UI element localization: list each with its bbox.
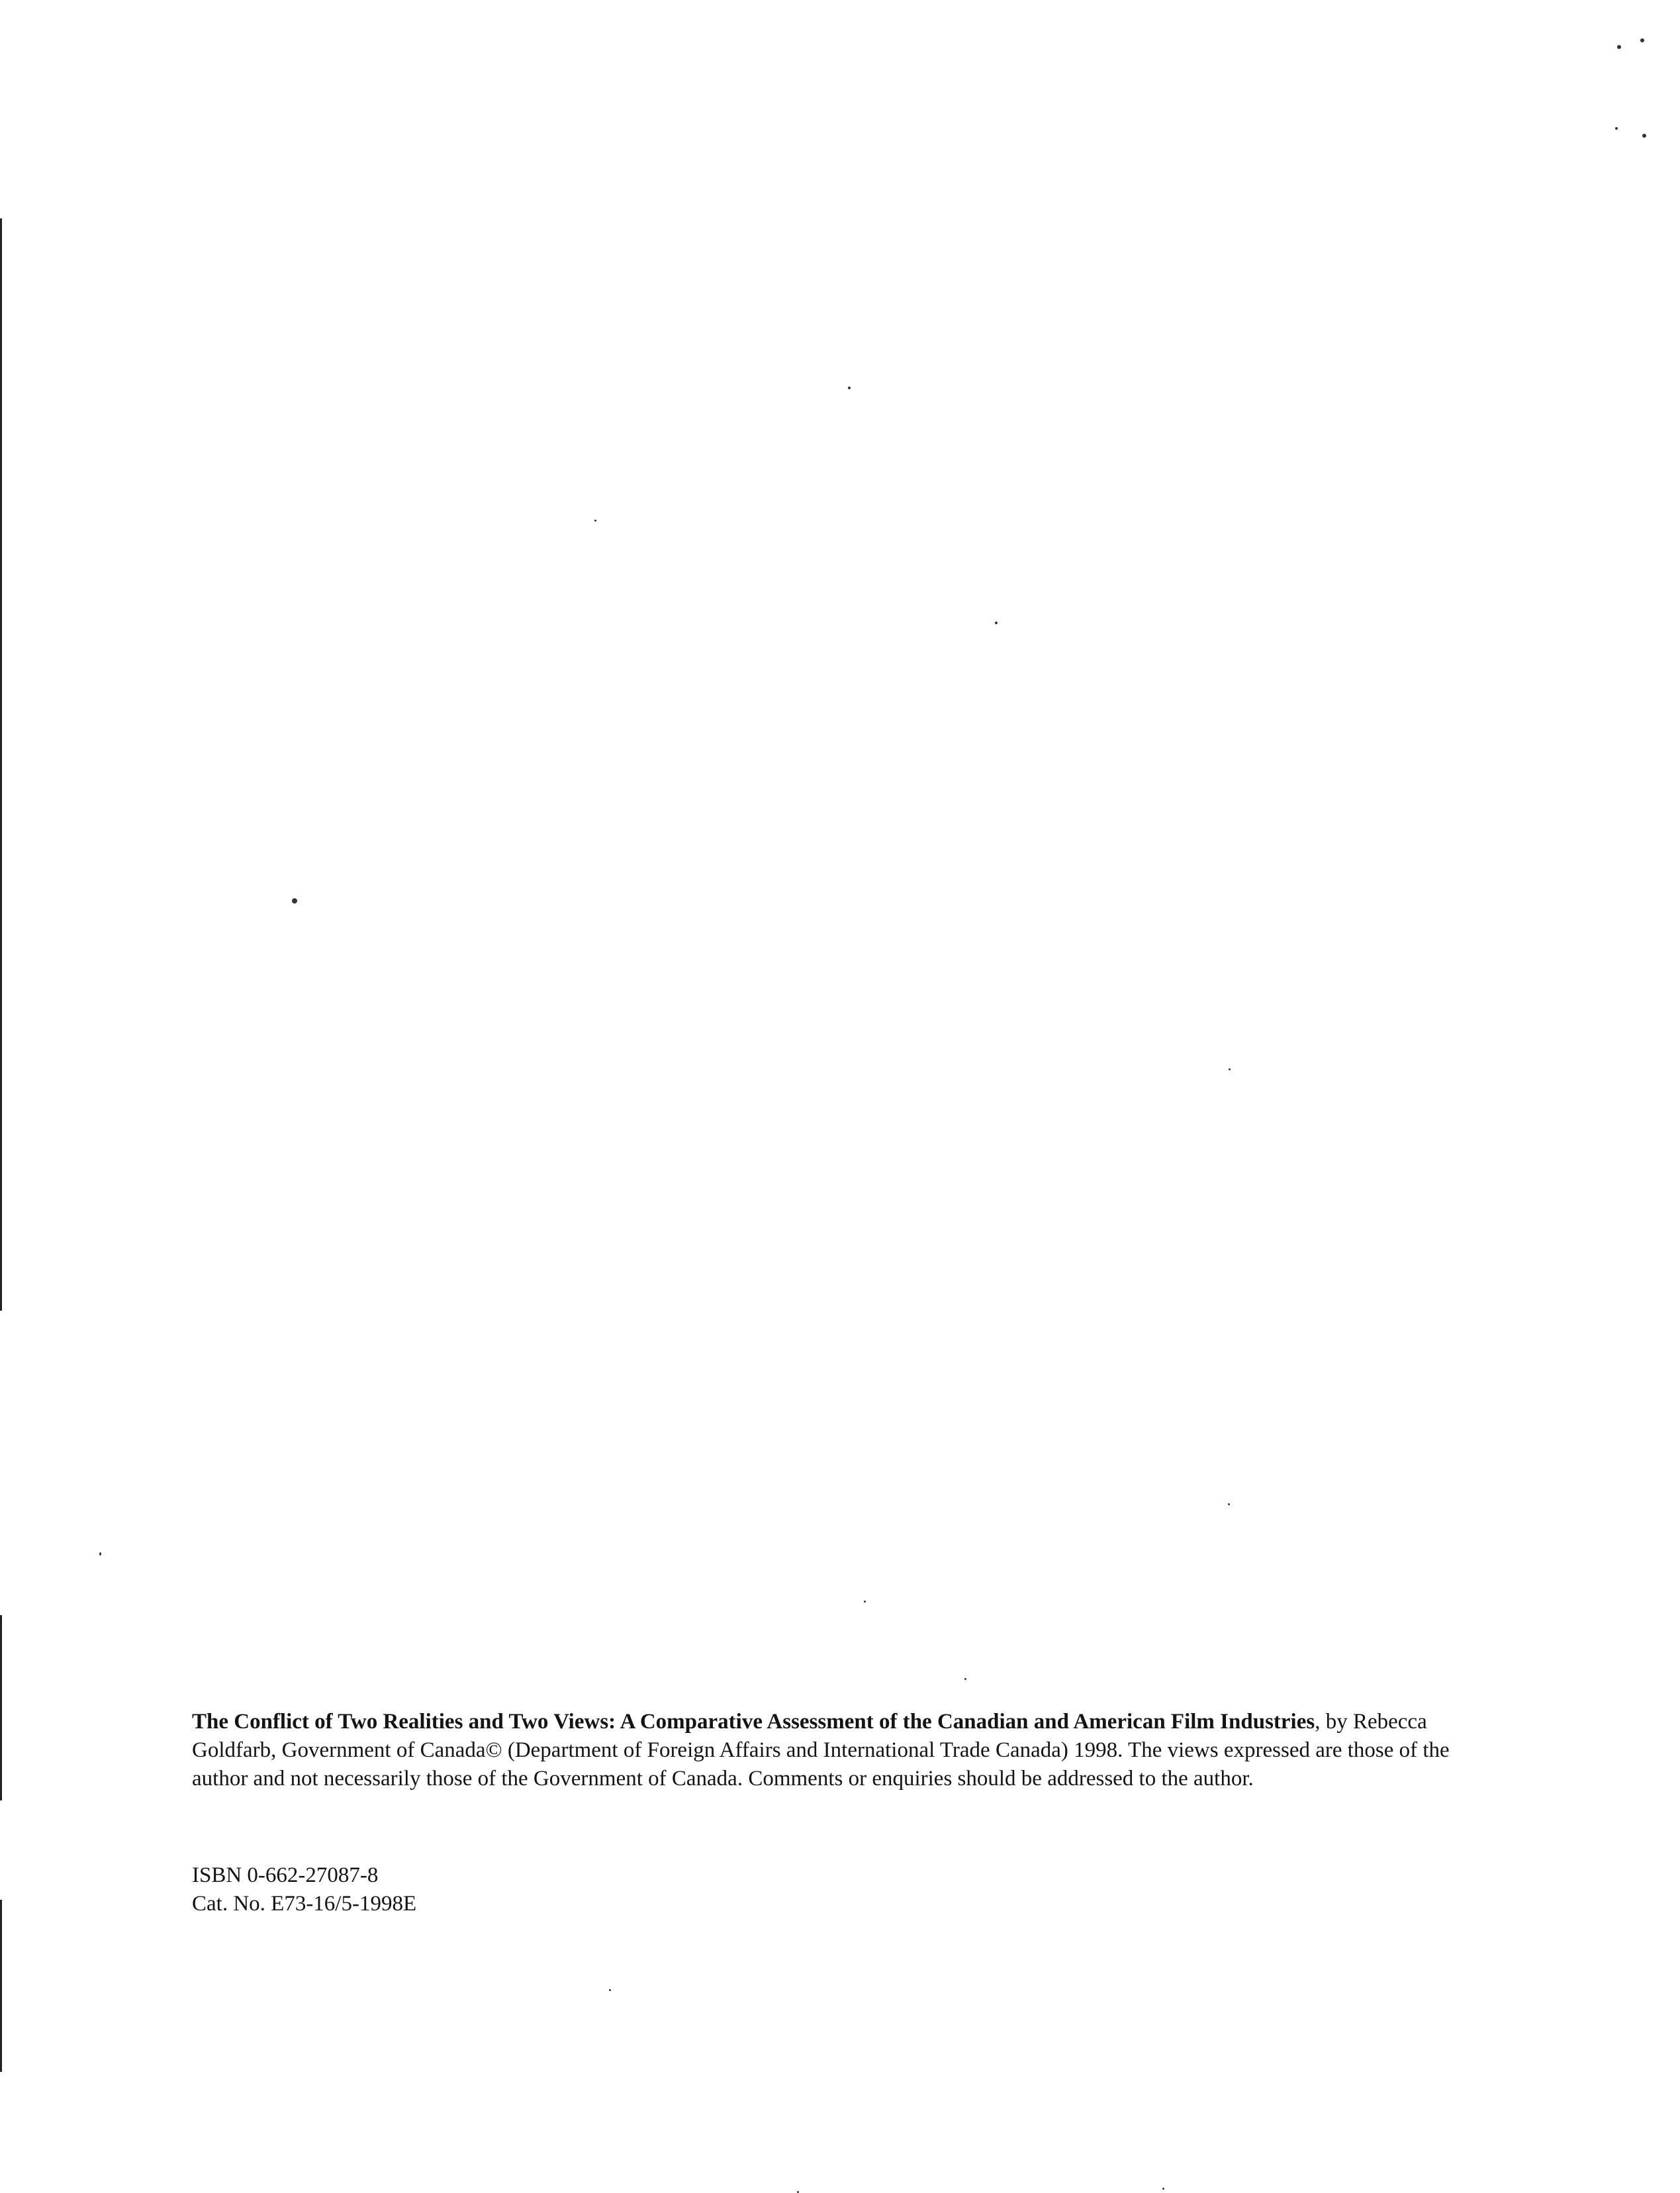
catalogue-number-line: Cat. No. E73-16/5-1998E: [192, 1892, 417, 1916]
scan-edge-mark: [0, 218, 2, 1311]
document-title: The Conflict of Two Realities and Two Views: A Comparative Assessment of the Canadian and American Film: [192, 1710, 1215, 1734]
scan-speck: [1640, 38, 1644, 42]
scan-edge-mark: [0, 1615, 2, 1800]
scan-speck: [594, 520, 596, 522]
colophon-text: [192, 1708, 1489, 1793]
colophon-body: , by Rebecca Goldfarb, Government of Canada© (Department of Foreign Affairs and International Trade Canada) 1998. The views expressed are those of the author and not necessarily those of the Government of Canada. Comments or enquiries should be addressed to the author.: [192, 1710, 1450, 1791]
scan-speck: [1615, 127, 1618, 130]
scan-edge-mark: [0, 1900, 2, 2072]
scan-speck: [1228, 1503, 1230, 1505]
scan-speck: [609, 1989, 611, 1991]
publication-identifiers: [192, 1861, 416, 1918]
document-title-continued: Industries: [1220, 1710, 1315, 1734]
scan-speck: [1162, 2188, 1164, 2190]
scan-speck: [1617, 45, 1621, 49]
scan-speck: [1229, 1068, 1231, 1070]
scan-speck: [1642, 134, 1646, 138]
scan-speck: [864, 1601, 866, 1603]
scan-speck: [964, 1678, 966, 1680]
scan-speck: [995, 622, 998, 624]
scan-speck: [848, 387, 851, 389]
scan-speck: [99, 1552, 101, 1556]
isbn-line: ISBN 0-662-27087-8: [192, 1863, 379, 1887]
colophon-paragraph: [192, 1708, 1489, 1793]
scan-speck: [292, 898, 297, 904]
